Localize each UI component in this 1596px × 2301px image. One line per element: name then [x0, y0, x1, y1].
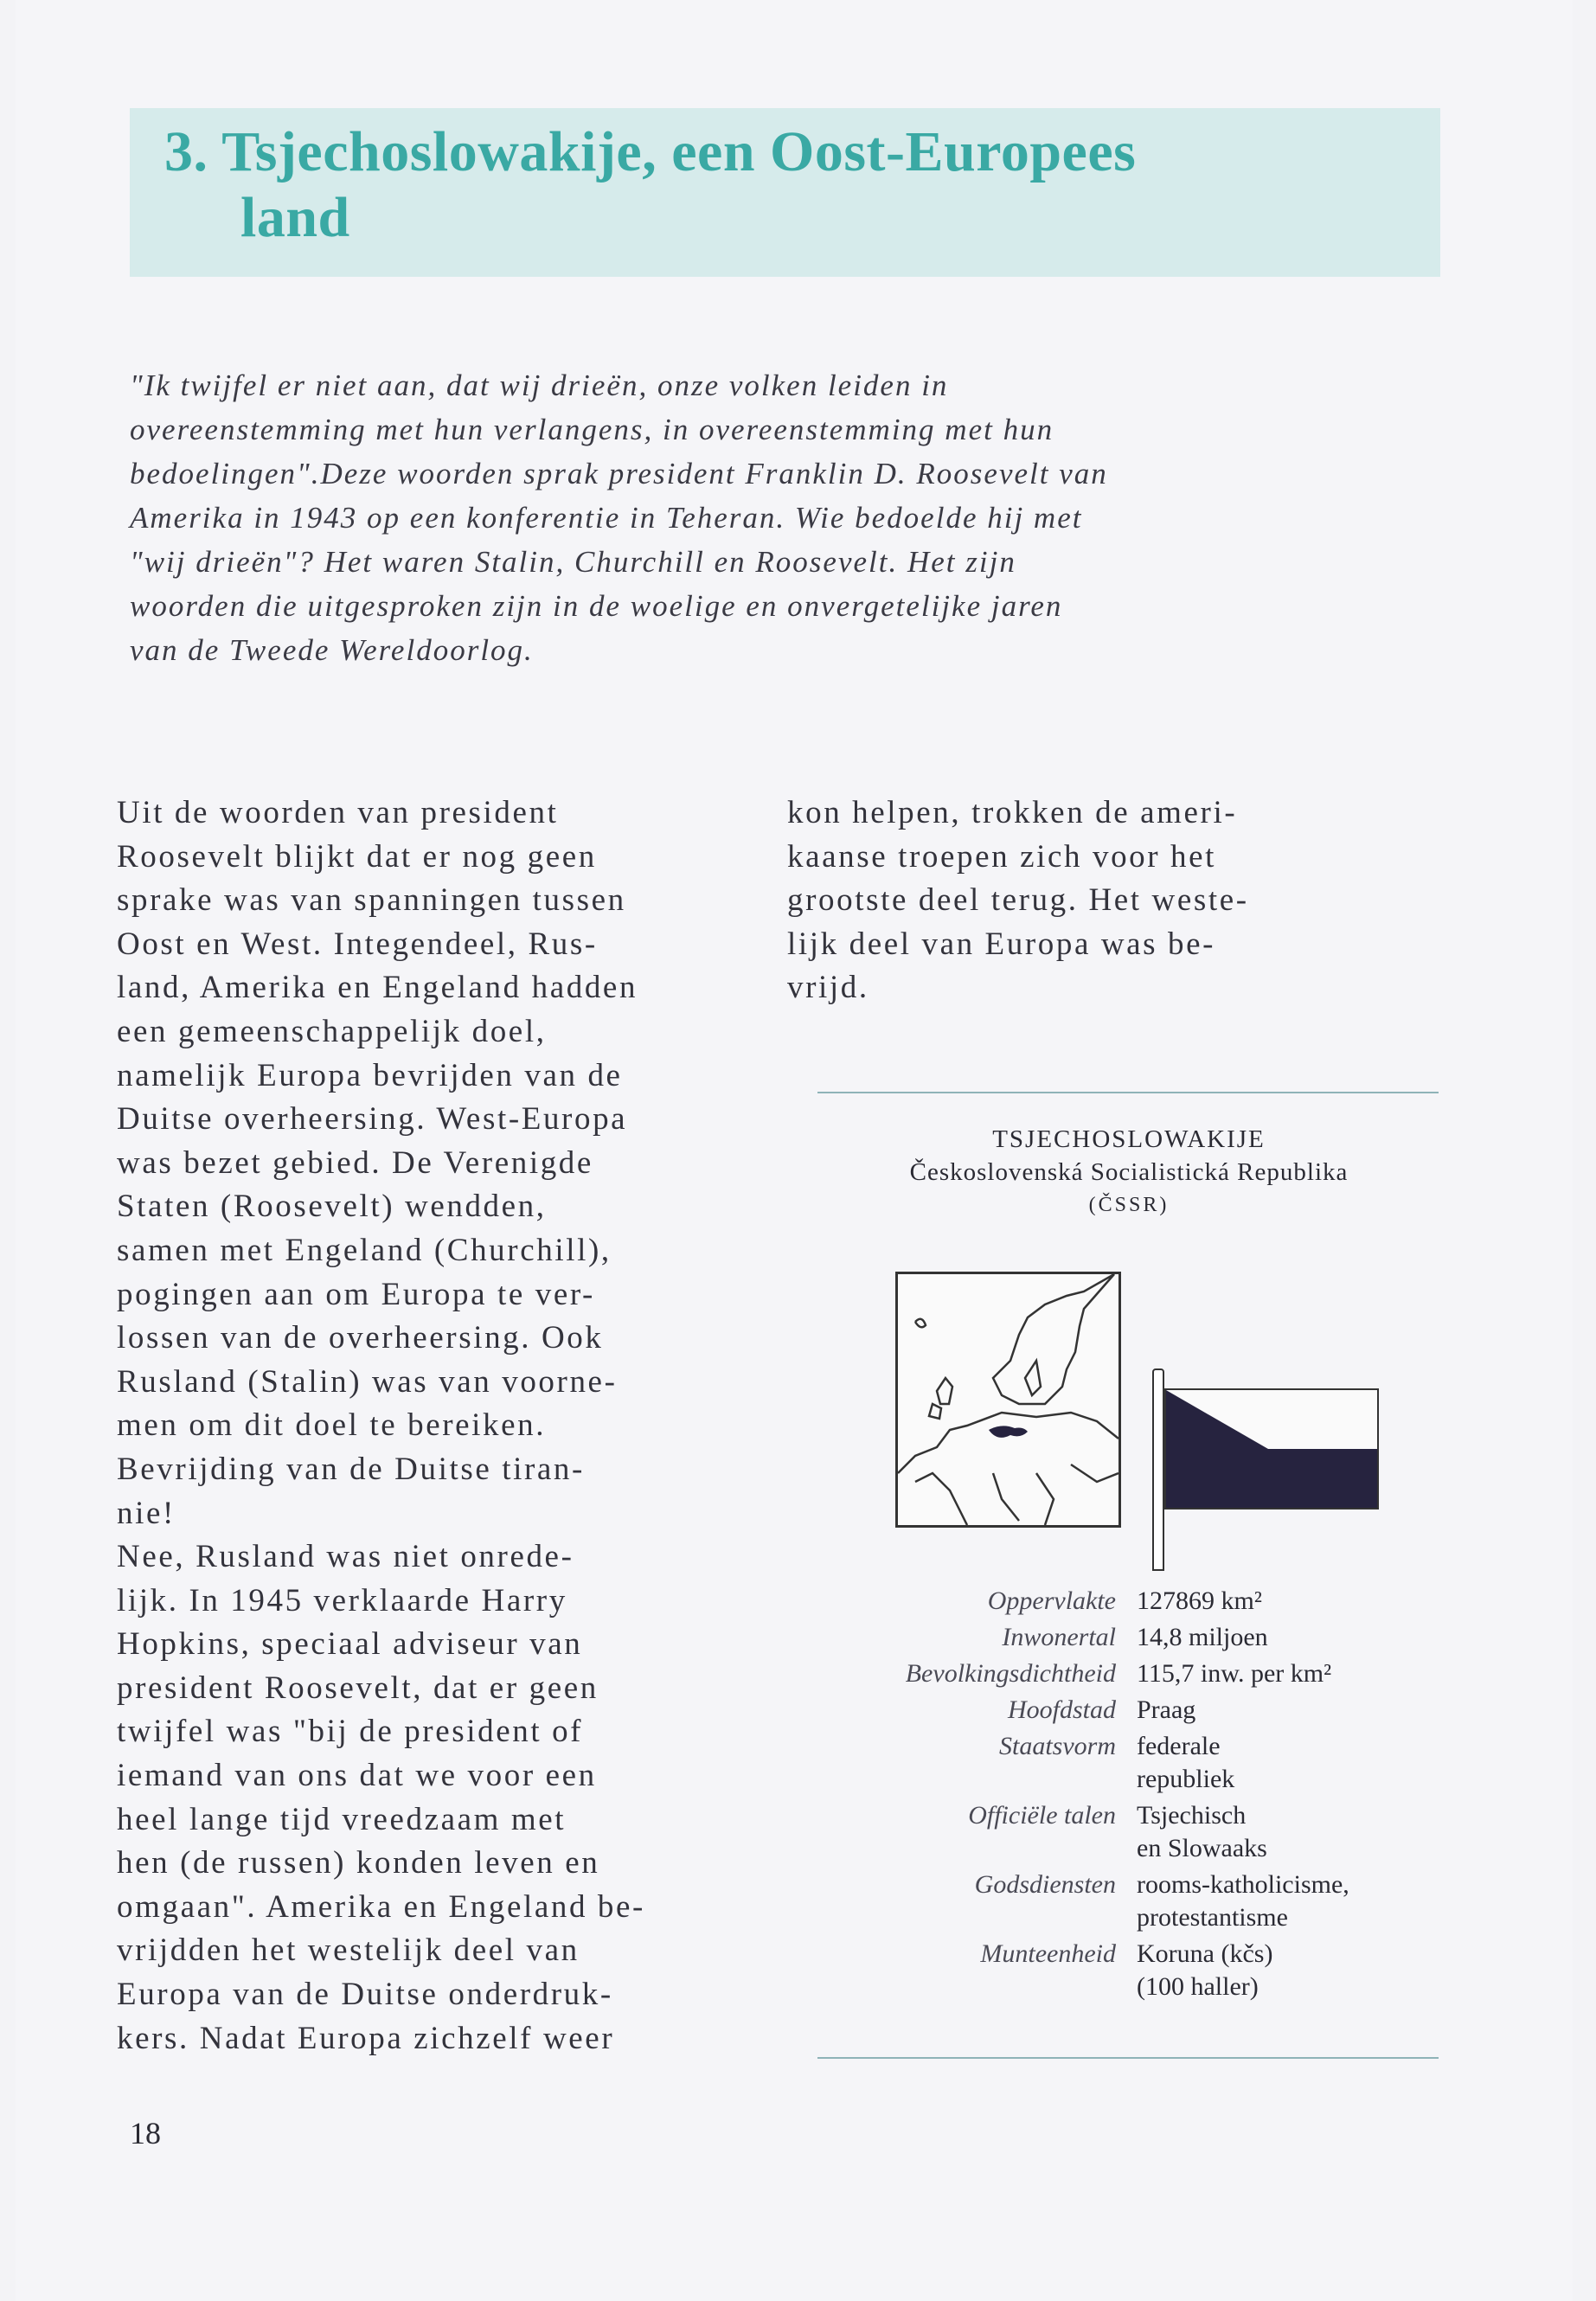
intro-line: van de Tweede Wereldoorlog.: [130, 633, 534, 667]
intro-line: overeenstemming met hun verlangens, in overeenstemming met hun: [130, 413, 1054, 446]
fact-row: [822, 1730, 1445, 1796]
flagpole: [1152, 1368, 1164, 1571]
intro-line: "wij drieën"? Het waren Stalin, Churchill en Roosevelt. Het zijn: [130, 545, 1016, 579]
text-line: Uit de woorden van president: [117, 795, 559, 830]
fact-label: Hoofdstad: [1007, 1695, 1116, 1724]
text-line: Roosevelt blijkt dat er nog geen: [117, 838, 597, 875]
intro-line: "Ik twijfel er niet aan, dat wij drieën, onze volken leiden in: [130, 369, 949, 402]
text-line: vrijd.: [787, 970, 869, 1006]
fact-value: Tsjechisch en Slowaaks: [1137, 1801, 1267, 1862]
official-name: Československá Socialistická Republika: [909, 1158, 1349, 1186]
fact-row: [822, 1585, 1445, 1618]
intro-line: woorden die uitgesproken zijn in de woelige en onvergetelijke jaren: [130, 589, 1063, 623]
factbox-top-rule: [817, 1092, 1439, 1093]
chapter-title-line-1: 3. Tsjechoslowakije, een Oost-Europees: [164, 120, 1137, 183]
text-line: een gemeenschappelijk doel,: [117, 1013, 547, 1049]
text-line: twijfel was "bij de president of: [117, 1714, 584, 1750]
country-facts-table: [822, 1585, 1445, 2007]
text-line: kon helpen, trokken de ameri-: [787, 795, 1238, 830]
czechoslovakia-highlight: [989, 1426, 1028, 1437]
text-line: men om dit doel te bereiken.: [117, 1407, 547, 1444]
text-line: lossen van de overheersing. Ook: [117, 1320, 604, 1356]
page-number: 18: [130, 2116, 161, 2150]
text-line: vrijdden het westelijk deel van: [117, 1932, 580, 1969]
text-line: Rusland (Stalin) was van voorne-: [117, 1363, 618, 1400]
text-line: Bevrijding van de Duitse tiran-: [117, 1451, 585, 1487]
intro-line: bedoelingen".Deze woorden sprak president Franklin D. Roosevelt van: [130, 457, 1108, 490]
fact-row: [822, 1938, 1445, 2003]
text-line: lijk. In 1945 verklaarde Harry: [117, 1582, 567, 1618]
flag-icon: [1166, 1390, 1377, 1508]
europe-locator-map: [895, 1272, 1121, 1528]
text-line: iemand van ons dat we voor een: [117, 1758, 597, 1794]
right-column-text: [787, 792, 1445, 1010]
text-line: was bezet gebied. De Verenigde: [117, 1144, 593, 1181]
fact-label: Bevolkingsdichtheid: [905, 1659, 1116, 1688]
fact-row: [822, 1799, 1445, 1865]
text-line: Hopkins, speciaal adviseur van: [117, 1626, 583, 1663]
text-line: land, Amerika en Engeland hadden: [117, 970, 638, 1006]
text-line: hen (de russen) konden leven en: [117, 1845, 600, 1881]
fact-row: [822, 1657, 1445, 1690]
intro-line: Amerika in 1943 op een konferentie in Teheran. Wie bedoelde hij met: [130, 501, 1083, 535]
text-line: kaanse troepen zich voor het: [787, 838, 1217, 875]
text-line: omgaan". Amerika en Engeland be-: [117, 1888, 645, 1925]
factbox-bottom-rule: [817, 2057, 1439, 2059]
text-line: Staten (Roosevelt) wendden,: [117, 1189, 547, 1225]
factbox-header: [817, 1123, 1440, 1221]
text-line: Oost en West. Integendeel, Rus-: [117, 926, 598, 962]
fact-label: Officiële talen: [968, 1801, 1116, 1830]
text-line: lijk deel van Europa was be-: [787, 926, 1216, 962]
fact-label: Oppervlakte: [987, 1586, 1116, 1615]
fact-label: Staatsvorm: [999, 1732, 1116, 1760]
fact-value: rooms-katholicisme, protestantisme: [1137, 1870, 1349, 1932]
czechoslovak-flag: [1164, 1388, 1379, 1509]
text-line: pogingen aan om Europa te ver-: [117, 1276, 595, 1312]
fact-row: [822, 1868, 1445, 1934]
fact-value: 127869 km²: [1137, 1586, 1262, 1615]
chapter-title: [164, 119, 1136, 251]
text-line: kers. Nadat Europa zichzelf weer: [117, 2020, 615, 2056]
fact-row: [822, 1621, 1445, 1654]
text-line: Europa van de Duitse onderdruk-: [117, 1977, 613, 2013]
text-line: samen met Engeland (Churchill),: [117, 1232, 612, 1268]
text-line: grootste deel terug. Het weste-: [787, 882, 1249, 919]
chapter-title-line-2: land: [240, 186, 350, 249]
text-line: president Roosevelt, dat er geen: [117, 1670, 599, 1706]
fact-value: 14,8 miljoen: [1137, 1623, 1268, 1651]
text-line: Duitse overheersing. West-Europa: [117, 1101, 628, 1138]
europe-outline-icon: [898, 1274, 1118, 1525]
country-name: TSJECHOSLOWAKIJE: [992, 1125, 1266, 1153]
country-abbreviation: (ČSSR): [1088, 1194, 1170, 1216]
fact-value: 115,7 inw. per km²: [1137, 1659, 1332, 1688]
fact-label: Inwonertal: [1002, 1623, 1116, 1651]
intro-quote: [130, 363, 1393, 672]
text-line: sprake was van spanningen tussen: [117, 882, 626, 919]
left-column-text: [117, 792, 774, 2061]
fact-label: Godsdiensten: [974, 1870, 1116, 1899]
text-line: Nee, Rusland was niet onrede-: [117, 1539, 574, 1575]
fact-row: [822, 1694, 1445, 1727]
fact-value: federale republiek: [1137, 1732, 1235, 1793]
text-line: namelijk Europa bevrijden van de: [117, 1057, 623, 1093]
text-line: nie!: [117, 1495, 176, 1531]
text-line: heel lange tijd vreedzaam met: [117, 1801, 567, 1837]
fact-value: Praag: [1137, 1695, 1196, 1724]
fact-value: Koruna (kčs) (100 haller): [1137, 1939, 1273, 2001]
fact-label: Munteenheid: [980, 1939, 1116, 1968]
